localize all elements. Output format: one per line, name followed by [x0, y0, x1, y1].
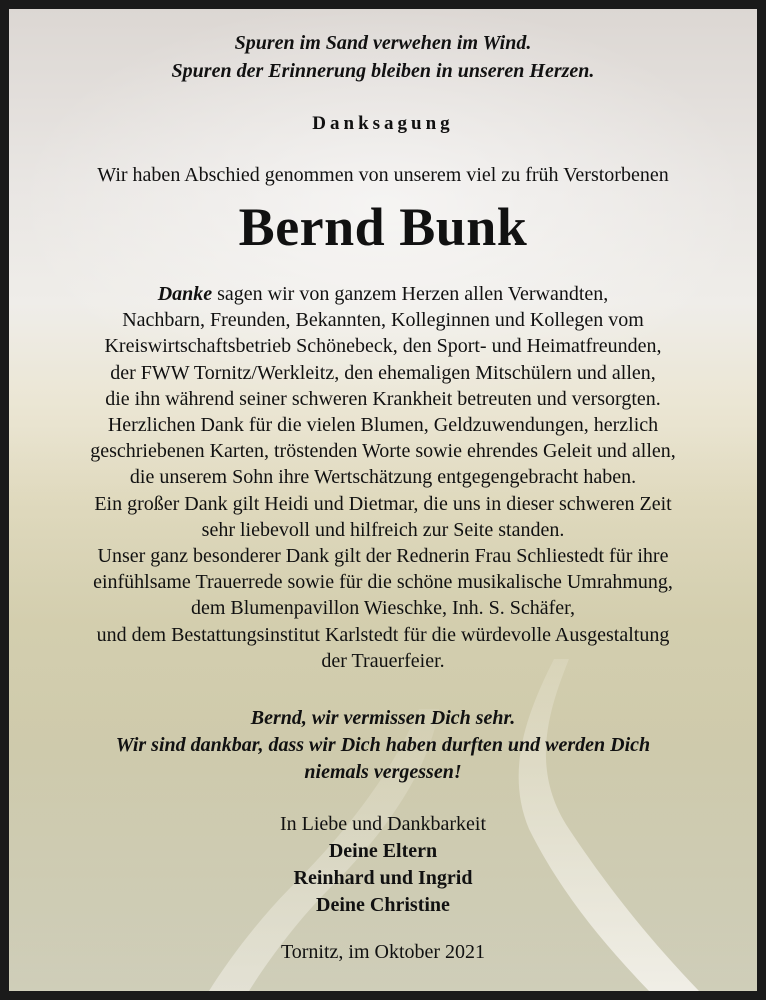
signature-name-2: Reinhard und Ingrid [293, 867, 473, 889]
closing-words [9, 705, 757, 786]
motto-line-2: Spuren der Erinnerung bleiben in unseren Herzen. [171, 60, 595, 82]
body-line: einfühlsame Trauerrede sowie für die schöne musikalische Umrahmung, [93, 571, 673, 594]
body-line: der Trauerfeier. [321, 649, 445, 672]
intro-text: Wir haben Abschied genommen von unserem viel zu früh Verstorbenen [97, 164, 669, 186]
closing-line-2: Wir sind dankbar, dass wir Dich haben durften und werden Dich [115, 734, 651, 756]
body-line: sehr liebevoll und hilfreich zur Seite standen. [201, 518, 565, 541]
motto [9, 29, 757, 85]
signature-name-1: Deine Eltern [328, 840, 438, 862]
deceased-name: Bernd Bunk [238, 197, 528, 257]
closing-line-3: niemals vergessen! [304, 761, 462, 783]
body-line [9, 281, 757, 307]
thanks-body [9, 281, 757, 674]
lead-word: Danke [157, 283, 213, 305]
obituary-card [9, 9, 757, 991]
body-line: Nachbarn, Freunden, Bekannten, Kolleginnen und Kollegen vom [122, 309, 644, 332]
heading-danksagung: Danksagung [312, 113, 454, 134]
signature-block [9, 811, 757, 919]
body-line: Kreiswirtschaftsbetrieb Schönebeck, den Sport- und Heimatfreunden, [104, 335, 662, 358]
place-date: Tornitz, im Oktober 2021 [280, 941, 486, 963]
body-line: Herzlichen Dank für die vielen Blumen, Geldzuwendungen, herzlich [107, 414, 659, 437]
motto-line-1: Spuren im Sand verwehen im Wind. [234, 32, 532, 54]
body-line: Ein großer Dank gilt Heidi und Dietmar, die uns in dieser schweren Zeit [94, 492, 672, 515]
body-line: Unser ganz besonderer Dank gilt der Rednerin Frau Schliestedt für ihre [97, 545, 669, 568]
body-line: und dem Bestattungsinstitut Karlstedt für die würdevolle Ausgestaltung [96, 623, 670, 646]
body-line: dem Blumenpavillon Wieschke, Inh. S. Schäfer, [190, 597, 576, 620]
signature-name-3: Deine Christine [316, 894, 450, 916]
body-line: geschriebenen Karten, tröstenden Worte sowie ehrendes Geleit und allen, [90, 440, 676, 463]
signature-phrase: In Liebe und Dankbarkeit [279, 813, 487, 835]
closing-line-1: Bernd, wir vermissen Dich sehr. [250, 707, 516, 729]
body-line: die ihn während seiner schweren Krankheit betreuten und versorgten. [105, 387, 661, 410]
body-line-1-rest: sagen wir von ganzem Herzen allen Verwandten, [212, 283, 609, 305]
body-line: der FWW Tornitz/Werkleitz, den ehemaligen Mitschülern und allen, [110, 361, 656, 384]
body-line: die unserem Sohn ihre Wertschätzung entgegengebracht haben. [129, 466, 637, 489]
